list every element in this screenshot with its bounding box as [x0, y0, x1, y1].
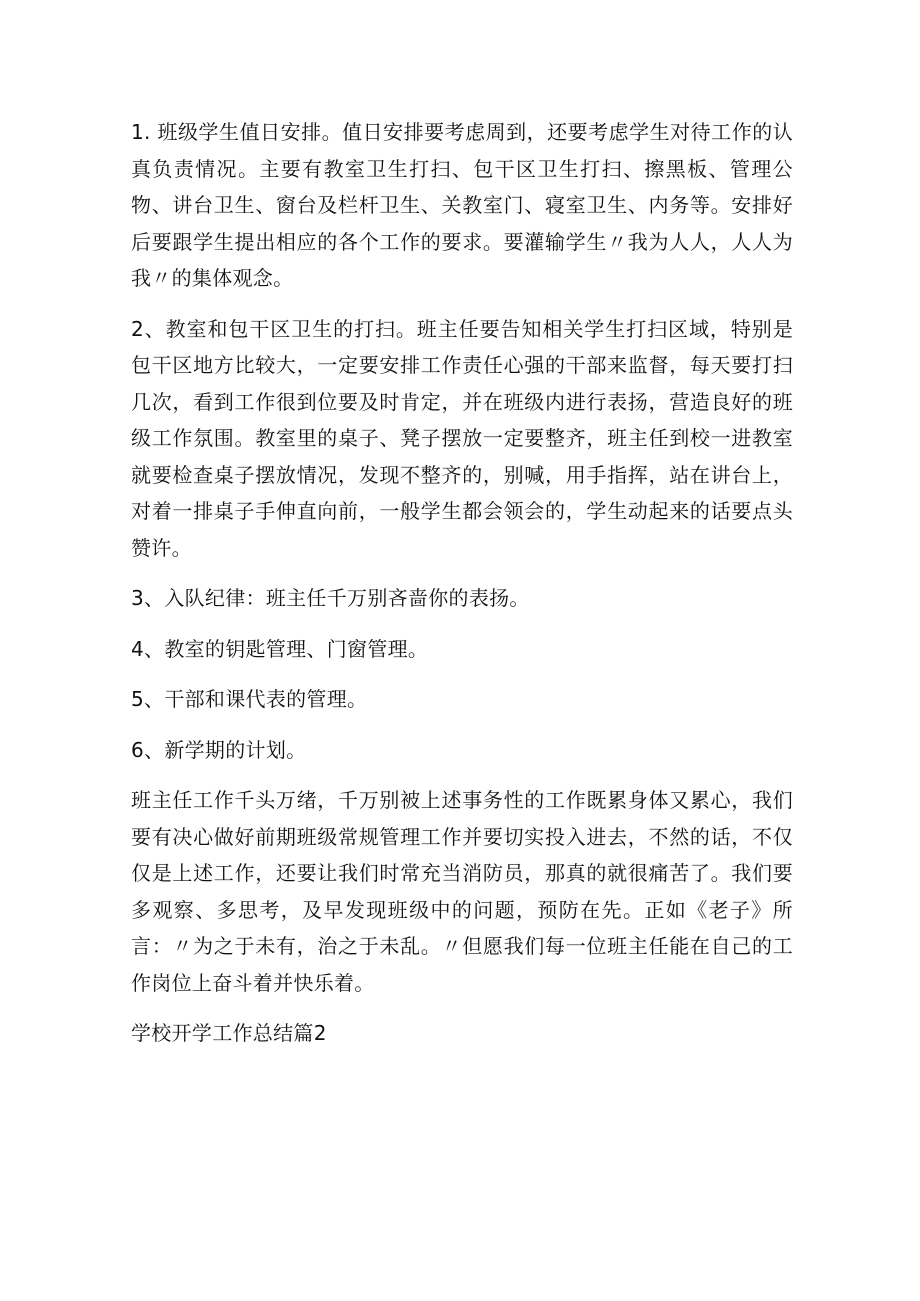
- paragraph-summary: 班主任工作千头万绪，千万别被上述事务性的工作既累身体又累心，我们要有决心做好前期班级常规管理工作并要切实投入进去，不然的话，不仅仅是上述工作，还要让我们时常充当消防员，那真的就很痛苦了。我们要多观察、多思考，及早发现班级中的问题，预防在先。正如《老子》所言：〃为之于未有，治之于未乱。〃但愿我们每一位班主任能在自己的工作岗位上奋斗着并快乐着。: [131, 788, 793, 995]
- document-body: [131, 114, 793, 1052]
- paragraph-discipline: 3、入队纪律：班主任千万别吝啬你的表扬。: [131, 586, 530, 610]
- section-title: 学校开学工作总结篇2: [131, 1021, 327, 1045]
- paragraph-duty-arrangement: 1. 班级学生值日安排。值日安排要考虑周到，还要考虑学生对待工作的认真负责情况。主要有教室卫生打扫、包干区卫生打扫、擦黑板、管理公物、讲台卫生、窗台及栏杆卫生、关教室门、寝室卫生、内务等。安排好后要跟学生提出相应的各个工作的要求。要灌输学生〃我为人人，人人为我〃的集体观念。: [131, 120, 793, 290]
- paragraph-cadre-management: 5、干部和课代表的管理。: [131, 687, 368, 711]
- paragraph-key-management: 4、教室的钥匙管理、门窗管理。: [131, 636, 429, 661]
- paragraph-cleaning: 2、教室和包干区卫生的打扫。班主任要告知相关学生打扫区域，特别是包干区地方比较大，一定要安排工作责任心强的干部来监督，每天要打扫几次，看到工作很到位要及时肯定，并在班级内进行表扬，营造良好的班级工作氛围。教室里的桌子、凳子摆放一定要整齐，班主任到校一进教室就要检查桌子摆放情况，发现不整齐的，别喊，用手指挥，站在讲台上，对着一排桌子手伸直向前，一般学生都会领会的，学生动起来的话要点头赞许。: [131, 316, 793, 560]
- paragraph-semester-plan: 6、新学期的计划。: [131, 737, 307, 762]
